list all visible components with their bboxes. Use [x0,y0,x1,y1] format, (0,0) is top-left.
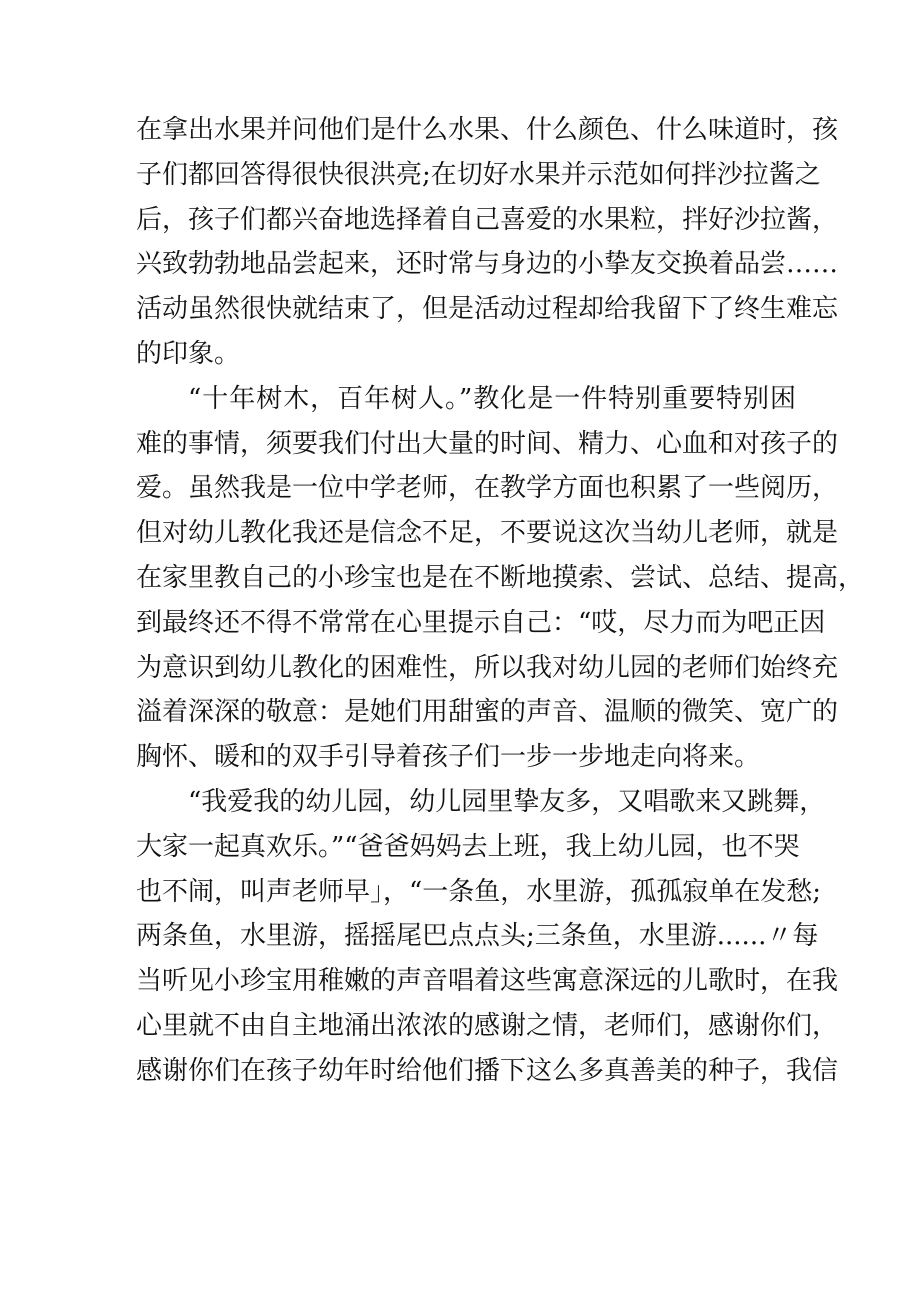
paragraph-1 [136,108,839,377]
text-line: 到最终还不得不常常在心里提示自己：“哎，尽力而为吧正因 [136,607,826,638]
text-line: 后，孩子们都兴奋地选择着自己喜爱的水果粒，拌好沙拉酱， [136,204,839,235]
text-line: 难的事情，须要我们付出大量的时间、精力、心血和对孩子的 [136,428,839,459]
text-line: 为意识到幼儿教化的困难性，所以我对幼儿园的老师们始终充 [136,652,839,683]
paragraph-3 [136,780,839,1094]
text-line: 活动虽然很快就结束了，但是活动过程却给我留下了终生难忘 [136,294,839,325]
text-line: 溢着深深的敬意：是她们用甜蜜的声音、温顺的微笑、宽广的 [136,697,839,728]
text-line: 爱。虽然我是一位中学老师，在教学方面也积累了一些阅历， [136,473,839,504]
text-line: “十年树木，百年树人。”教化是一件特别重要特别困 [188,383,796,414]
text-line: 大家一起真欢乐。”“爸爸妈妈去上班，我上幼儿园，也不哭 [136,831,800,862]
text-line: 胸怀、暖和的双手引导着孩子们一步一步地走向将来。 [136,742,761,773]
text-line: 当听见小珍宝用稚嫩的声音唱着这些寓意深远的儿歌时，在我 [136,966,839,997]
text-line: 感谢你们在孩子幼年时给他们播下这么多真善美的种子，我信 [136,1055,839,1086]
text-line: 在家里教自己的小珍宝也是在不断地摸索、尝试、总结、提高， [136,562,865,593]
text-line: 心里就不由自主地涌出浓浓的感谢之情，老师们，感谢你们， [136,1010,839,1041]
text-line: 在拿出水果并问他们是什么水果、什么颜色、什么味道时，孩 [136,115,839,145]
text-line: 但对幼儿教化我还是信念不足，不要说这次当幼儿老师，就是 [136,518,839,549]
text-line: 子们都回答得很快很洪亮;在切好水果并示范如何拌沙拉酱之 [136,159,821,190]
text-line: 也不闹，叫声老师早」，“一条鱼，水里游，孤孤寂单在发愁; [136,876,822,907]
text-line: 兴致勃勃地品尝起来，还时常与身边的小挚友交换着品尝…… [136,249,839,280]
text-line: “我爱我的幼儿园，幼儿园里挚友多，又唱歌来又跳舞， [188,786,826,817]
text-line: 两条鱼，水里游，摇摇尾巴点点头;三条鱼，水里游......〃每 [136,921,819,952]
text-line: 的印象。 [136,338,241,369]
paragraph-2 [136,377,865,780]
document-body [136,108,865,1094]
